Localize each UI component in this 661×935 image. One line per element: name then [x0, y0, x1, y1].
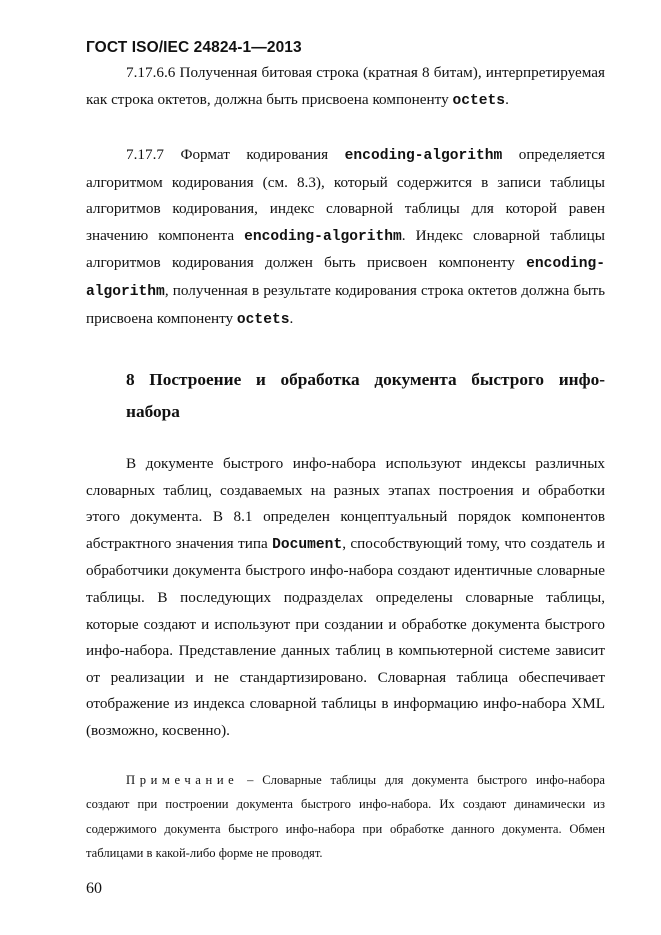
page-number: 60: [86, 880, 102, 897]
paragraph-section-8-intro: В документе быстрого инфо-набора используют индексы различных словарных таблиц, создаваемых на разных этапах построения и обработки этого документа. В 8.1 определен концептуальный порядок компонентов абстрактного значения типа Document, способствующий тому, что создатель и обработчики документа быстрого инфо-набора создают идентичные словарные таблицы. В последующих подразделах определены словарные таблицы, которые создают и используют при создании и обработке документа быстрого инфо-набора. Представление данных таблиц в компьютерной системе зависит от реализации и не стандартизировано. Словарная таблица обеспечивает отображение из индекса словарной таблицы в информацию инфо-набора XML (возможно, косвенно).: [86, 455, 605, 739]
code-octets: octets: [236, 311, 290, 328]
code-octets: octets: [452, 92, 506, 109]
note-paragraph: Примечание – Словарные таблицы для документа быстрого инфо-набора создают при построении документа быстрого инфо-набора. Их создают динамически из содержимого документа быстрого инфо-набора при обработке данного документа. Обмен таблицами в какой-либо форме не проводят.: [86, 773, 605, 860]
paragraph-7-17-7: 7.17.7 Формат кодирования encoding-algorithm определяется алгоритмом кодирования (см. 8.3), который содержится в записи таблицы алгоритмов кодирования, индекс словарной таблицы для которой равен значению компонента encoding-algorithm. Индекс словарной таблицы алгоритмов кодирования должен быть присвоен компоненту encoding-algorithm, полученная в результате кодирования строка октетов должна быть присвоена компоненту octets.: [86, 146, 605, 328]
code-encoding-algorithm: encoding-algorithm: [344, 148, 503, 164]
document-header-title: ГОСТ ISO/IEC 24824-1—2013: [86, 39, 302, 56]
section-8-heading: 8 Построение и обработка документа быстрого инфо-набора: [126, 370, 605, 421]
code-encoding-algorithm: encoding-algorithm: [244, 228, 402, 245]
code-document: Document: [272, 536, 343, 553]
note-label: Примечание: [126, 773, 239, 787]
code-encoding-algorithm: encoding-algorithm: [86, 256, 605, 300]
paragraph-7-17-6-6: 7.17.6.6 Полученная битовая строка (кратная 8 битам), интерпретируемая как строка октетов, должна быть присвоена компоненту octets.: [86, 64, 605, 109]
